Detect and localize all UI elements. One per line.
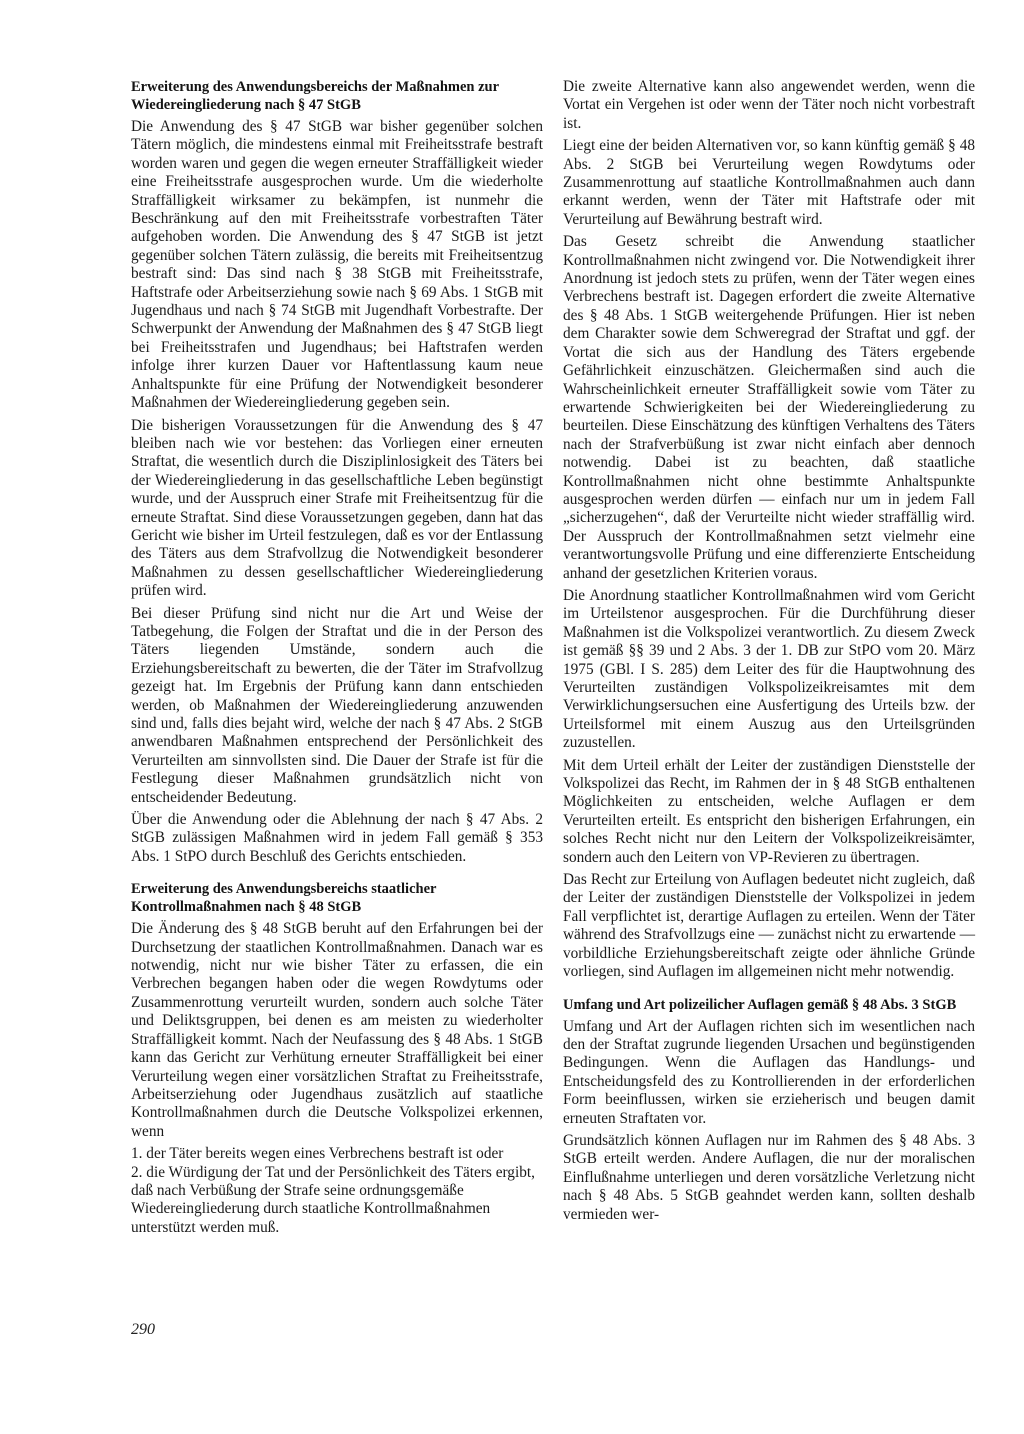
section-heading-47: Erweiterung des Anwendungsbereichs der Maßnahmen zur Wiedereingliederung nach § 47 StGB [131,79,499,113]
paragraph: Über die Anwendung oder die Ablehnung der nach § 47 Abs. 2 StGB zulässigen Maßnahmen wird in jedem Fall gemäß § 353 Abs. 1 StPO durch Beschluß des Gerichts entschieden. [131,811,543,865]
paragraph: Die bisherigen Voraussetzungen für die Anwendung des § 47 bleiben nach wie vor bestehen: das Vorliegen einer erneuten Straftat, die wesentlich durch die Disziplinlosigkeit des Täters bei der Wiedereingliederung in das gesellschaftliche Leben begünstigt wurde, und der Ausspruch einer Strafe mit Freiheitsentzug für die erneute Straftat. Sind diese Voraussetzungen gegeben, dann hat das Gericht wie bisher im Urteil festzulegen, daß es vor der Entlassung des Täters aus dem Strafvollzug die Notwendigkeit besonderer Maßnahmen zu dessen gesellschaftlicher Wiedereingliederung prüfen wird. [131,416,543,600]
paragraph: Bei dieser Prüfung sind nicht nur die Art und Weise der Tatbegehung, die Folgen der Straftat und die in der Person des Täters liegenden Umstände, sondern auch die Erziehungsbereitschaft zu bewerten, die der Täter im Strafvollzug gezeigt hat. Im Ergebnis der Prüfung kann dann entschieden werden, ob Maßnahmen der Wiedereingliederung anzuwenden sind und, falls dies bejaht wird, welche der nach § 47 Abs. 2 StGB anwendbaren Maßnahmen entsprechend der Persönlichkeit des Verurteilten am sinnvollsten sind. Die Dauer der Strafe ist für die Festlegung dieser Maßnahmen grundsätzlich nicht von entscheidender Bedeutung. [131,604,543,806]
paragraph: Das Gesetz schreibt die Anwendung staatlicher Kontrollmaßnahmen nicht zwingend vor. Die Notwendigkeit ihrer Anordnung ist jedoch stets zu prüfen, wenn der Täter wegen eines Verbrechens bestraft ist. Dagegen erfordert die zweite Alternative des § 48 Abs. 1 StGB weitergehende Prüfungen. Hier ist neben dem Charakter sowie dem Schweregrad der Straftat und ggf. der Vortat die sich aus der Handlung des Täters ergebende Gefährlichkeit einzuschätzen. Gleichermaßen sind auch die Wahrscheinlichkeit erneuter Straffälligkeit sowie vom Täter zu erwartende Schwierigkeiten bei der Wiedereingliederung zu beurteilen. Diese Einschätzung des künftigen Verhaltens des Täters nach der Strafverbüßung ist zwar nicht einfach aber dennoch notwendig. Dabei ist zu beachten, daß staatliche Kontrollmaßnahmen nicht ohne bestimmte Anhaltspunkte ausgesprochen werden dürfen — einfach nur um in jedem Fall „sicherzugehen“, daß der Verurteilte nicht wieder straffällig wird. Der Ausspruch der Kontrollmaßnahmen setzt vielmehr eine verantwortungsvolle Prüfung und eine differenzierte Entscheidung anhand der gesetzlichen Kriterien voraus. [563,233,975,582]
paragraph: Die Änderung des § 48 StGB beruht auf den Erfahrungen bei der Durchsetzung der staatlichen Kontrollmaßnahmen. Danach war es notwendig, nicht nur wie bisher Täter zu erfassen, die ein Verbrechen begangen haben oder die wegen Rowdytums oder Zusammenrottung verurteilt wurden, sondern auch solche Täter und Deliktsgruppen, bei denen es am meisten zu wiederholter Straffälligkeit kommt. Nach der Neufassung des § 48 Abs. 1 StGB kann das Gericht zur Verhütung erneuter Straffälligkeit bei einer Verurteilung wegen einer vorsätzlichen Straftat zu Freiheitsstrafe, Arbeitserziehung oder Jugendhaus zusätzlich auf staatliche Kontrollmaßnahmen durch die Deutsche Volkspolizei erkennen, wenn [131,920,543,1140]
paragraph: Grundsätzlich können Auflagen nur im Rahmen des § 48 Abs. 3 StGB erteilt werden. Andere Auflagen, die nur der moralischen Einflußnahme unterliegen und deren vorsätzliche Verletzung nicht nach § 48 Abs. 5 StGB geahndet werden kann, sollten deshalb vermieden wer- [563,1131,975,1223]
list-item: 2. die Würdigung der Tat und der Persönlichkeit des Täters ergibt, daß nach Verbüßung der Strafe seine ordnungsgemäße Wiedereingliederung durch staatliche Kontrollmaßnahmen unterstützt werden muß. [131,1163,535,1236]
section-heading-auflagen: Umfang und Art polizeilicher Auflagen gemäß § 48 Abs. 3 StGB [563,996,957,1013]
page-number: 290 [131,1321,155,1338]
paragraph: Mit dem Urteil erhält der Leiter der zuständigen Dienststelle der Volkspolizei das Recht, im Rahmen der in § 48 StGB enthaltenen Möglichkeiten zu entscheiden, welche Auflagen er dem Verurteilten erteilt. Es entspricht den bisherigen Erfahrungen, ein solches Recht nicht nur den Leitern der Volkspolizeikreisämter, sondern auch den Leitern von VP-Revieren zu übertragen. [563,756,975,866]
left-column [131,78,543,1237]
section-heading-48: Erweiterung des Anwendungsbereichs staatlicher Kontrollmaßnahmen nach § 48 StGB [131,881,437,916]
paragraph: Die zweite Alternative kann also angewendet werden, wenn die Vortat ein Vergehen ist oder wenn der Täter noch nicht vorbestraft ist. [563,78,975,132]
paragraph: Umfang und Art der Auflagen richten sich im wesentlichen nach den der Straftat zugrunde liegenden Ursachen und begünstigenden Bedingungen. Wenn die Auflagen das Handlungs- und Entscheidungsfeld des zu Kontrollierenden in der erforderlichen Form beeinflussen, wirken sie erzieherisch und beugen damit erneuten Straftaten vor. [563,1017,975,1127]
paragraph: Liegt eine der beiden Alternativen vor, so kann künftig gemäß § 48 Abs. 2 StGB bei Verurteilung wegen Rowdytums oder Zusammenrottung auf staatliche Kontrollmaßnahmen auch dann erkannt werden, wenn der Täter mit Haftstrafe oder mit Verurteilung auf Bewährung bestraft wird. [563,137,975,228]
right-column [563,78,975,1228]
paragraph: Das Recht zur Erteilung von Auflagen bedeutet nicht zugleich, daß der Leiter der zuständigen Dienststelle der Volkspolizei in jedem Fall verpflichtet ist, derartige Auflagen zu erteilen. Wenn der Täter während des Strafvollzugs eine — zunächst nicht zu erwartende — vorbildliche Erziehungsbereitschaft zeigte oder ähnliche Gründe vorliegen, sind Auflagen im allgemeinen nicht mehr notwendig. [563,871,975,981]
paragraph: Die Anwendung des § 47 StGB war bisher gegenüber solchen Tätern möglich, die mindestens einmal mit Freiheitsstrafe bestraft worden waren und gegen die wegen erneuter Straffälligkeit wieder eine Freiheitsstrafe ausgesprochen wurde. Um die wiederholte Straffälligkeit wirksamer zu bekämpfen, ist nunmehr die Beschränkung auf den mit Freiheitsstrafe vorbestraften Täter aufgehoben worden. Die Anwendung des § 47 StGB ist jetzt gegenüber solchen Tätern zulässig, die bereits mit Freiheitsentzug bestraft sind: Das sind nach § 38 StGB mit Freiheitsstrafe, Haftstrafe oder Arbeitserziehung sowie nach § 69 Abs. 1 StGB mit Jugendhaus und nach § 74 StGB mit Jugendhaft Vorbestrafte. Der Schwerpunkt der Anwendung der Maßnahmen des § 47 StGB liegt bei Freiheitsstrafen und Jugendhaus; bei Haftstrafen werden infolge ihrer kurzen Dauer vor Haftentlassung kaum neue Anhaltspunkte für eine Prüfung der Notwendigkeit besonderer Maßnahmen der Wiedereingliederung gegeben sein. [131,118,543,412]
paragraph: Die Anordnung staatlicher Kontrollmaßnahmen wird vom Gericht im Urteilstenor ausgesprochen. Für die Durchführung dieser Maßnahmen ist die Volkspolizei verantwortlich. Zu diesem Zweck ist gemäß §§ 39 und 2 Abs. 3 der 1. DB zur StPO vom 20. März 1975 (GBl. I S. 285) dem Leiter des für die Hauptwohnung des Verurteilten zuständigen Volkspolizeikreisamtes mit dem Verwirklichungsersuchen eine Ausfertigung des Urteils bzw. der Urteilsformel mit einem Auszug aus den Urteilsgründen zuzustellen. [563,586,975,752]
list-item: 1. der Täter bereits wegen eines Verbrechens bestraft ist oder [131,1145,504,1163]
